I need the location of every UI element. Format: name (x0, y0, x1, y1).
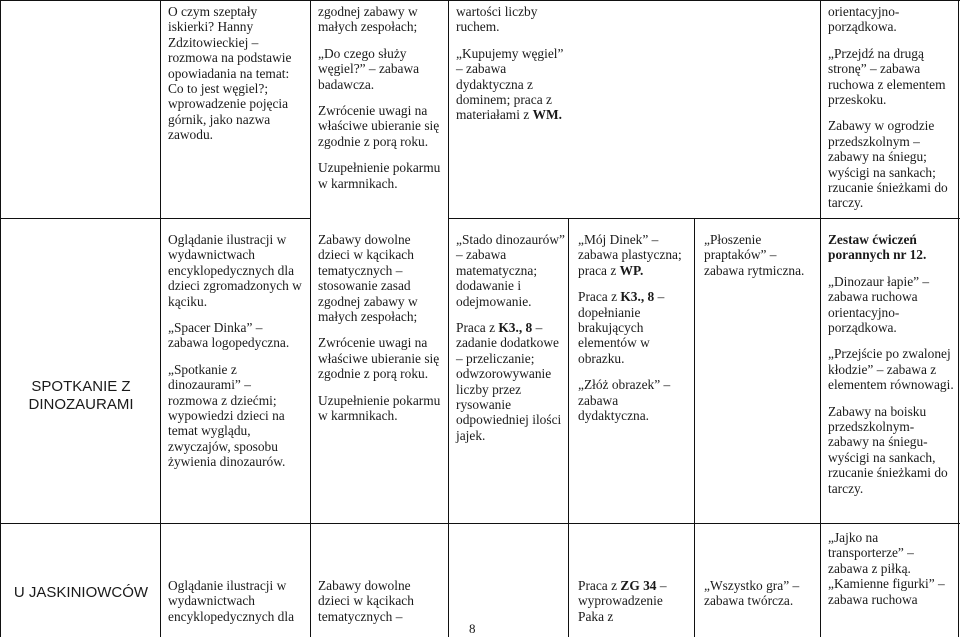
col1-cave-cell (168, 578, 304, 624)
col2-cave-p1: Zabawy dowolne dzieci w kącikach tematycznych – (318, 578, 414, 624)
col3-dino-p2-a: Praca z (456, 320, 496, 336)
col6-dino-p1: Zestaw ćwiczeń porannych nr 12. (828, 232, 927, 263)
col6-top-p2: „Przejdź na drugą stronę” – zabawa ruchowa z elementem przeskoku. (828, 45, 946, 108)
col3-top-p2 (456, 46, 564, 123)
col1-dino-p1: Oglądanie ilustracji w wydawnictwach encyklopedycznych dla dzieci zgromadzonych w kąciku. (168, 232, 302, 309)
col-divider-1 (160, 0, 161, 637)
col1-cave-p1: Oglądanie ilustracji w wydawnictwach encyklopedycznych dla (168, 578, 295, 624)
col3-dino-p2-k3: K3., 8 (498, 320, 533, 336)
col4-cave-p1-a: Praca z (578, 578, 618, 593)
page-number: 8 (469, 621, 476, 636)
col1-dino-cell (168, 232, 304, 470)
table-top-border (0, 0, 960, 1)
col5-dino-p1: „Płoszenie praptaków” – zabawa rytmiczna. (704, 232, 805, 278)
col6-dino-p3: „Przejście po zwalonej kłodzie” – zabawa z elementem równowagi. (828, 346, 954, 393)
col1-dino-p2: „Spacer Dinka” – zabawa logopedyczna. (168, 320, 290, 351)
table-right-border (958, 0, 959, 637)
col3-dino-cell (456, 232, 568, 443)
col2-top-p2: „Do czego służy węgiel?” – zabawa badawcza. (318, 45, 420, 92)
col2-top-cell (318, 4, 444, 191)
col5-cave-p1: „Wszystko gra” – zabawa twórcza. (704, 578, 800, 609)
col3-top-p2-text: „Kupujemy węgiel” – zabawa dydaktyczna z dominem; praca z materiałami z (456, 45, 564, 123)
col4-cave-p1 (578, 578, 690, 624)
col2-dino-cell (318, 232, 444, 423)
row-divider-lower (0, 523, 960, 524)
col6-dino-p2: „Dinozaur łapie” – zabawa ruchowa orientacyjno-porządkowa. (828, 273, 930, 336)
col4-dino-p1 (578, 232, 690, 278)
col1-top-cell (168, 4, 304, 143)
col5-dino-cell (704, 232, 816, 278)
col-divider-5 (694, 218, 695, 637)
col-divider-3 (448, 0, 449, 637)
col4-dino-p2-k3: K3., 8 (620, 289, 655, 305)
col3-dino-p2 (456, 320, 568, 443)
col-divider-6 (820, 0, 821, 637)
col2-dino-p3: Uzupełnienie pokarmu w karmnikach. (318, 392, 441, 424)
col6-cave-p2: „Kamienne figurki” – zabawa ruchowa (828, 576, 945, 607)
col6-cave-cell (828, 530, 954, 607)
col4-dino-cell (578, 232, 690, 423)
table-left-border (0, 0, 1, 637)
row-divider-upper-mid (448, 218, 960, 219)
col3-dino-p2-b: – zadanie dodatkowe – przeliczanie; odwzorowywanie liczby przez rysowanie odpowiedniej ilości jajek. (456, 320, 562, 443)
col4-dino-p3: „Złóż obrazek” – zabawa dydaktyczna. (578, 377, 671, 424)
col-divider-4 (568, 218, 569, 637)
col2-top-p1: zgodnej zabawy w małych zespołach; (318, 4, 418, 35)
col4-dino-p1-a: „Mój Dinek” – zabawa plastyczna; praca z (578, 232, 682, 278)
col2-dino-p2: Zwrócenie uwagi na właściwe ubieranie się zgodnie z porą roku. (318, 335, 440, 382)
col1-top-text: O czym szeptały iskierki? Hanny Zdzitowieckiej – rozmowa na podstawie opowiadania na temat: Co to jest węgiel?; wprowadzenie pojęcia górnik, jako nazwa zawodu. (168, 4, 292, 143)
col4-dino-p2-a: Praca z (578, 289, 618, 305)
topic-caveman: U JASKINIOWCÓW (13, 584, 149, 601)
col4-dino-p2 (578, 289, 690, 366)
col3-top-p1: wartości liczby ruchem. (456, 4, 538, 35)
col2-dino-p1: Zabawy dowolne dzieci w kącikach tematycznych – stosowanie zasad zgodnej zabawy w małych zespołach; (318, 232, 418, 325)
col5-cave-cell (704, 578, 816, 609)
col4-dino-p2-b: – dopełnianie brakujących elementów w obrazku. (578, 289, 665, 366)
col6-dino-p4: Zabawy na boisku przedszkolnym-zabawy na śniegu-wyścigi na sankach, rzucanie śnieżkami do tarczy. (828, 403, 948, 496)
col2-top-p3: Zwrócenie uwagi na właściwe ubieranie się zgodnie z porą roku. (318, 103, 440, 149)
col4-cave-cell (578, 578, 690, 624)
col6-top-p1: orientacyjno-porządkowa. (828, 4, 900, 35)
col6-top-cell (828, 4, 954, 211)
row-divider-upper (0, 218, 310, 219)
topic-dinosaurs: SPOTKANIE Z DINOZAURAMI (28, 378, 134, 413)
col6-dino-cell (828, 232, 954, 496)
col3-top-wm: WM. (532, 107, 562, 123)
col2-cave-cell (318, 578, 444, 624)
col1-dino-p3: „Spotkanie z dinozaurami” – rozmowa z dziećmi; wypowiedzi dzieci na temat wyglądu, zwyczajów, sposobu żywienia dinozaurów. (168, 361, 286, 470)
col2-top-p4: Uzupełnienie pokarmu w karmnikach. (318, 160, 441, 191)
col4-cave-p1-b: – wyprowadzenie Paka z (578, 578, 667, 624)
col4-cave-zg: ZG 34 (620, 578, 657, 593)
col3-dino-p1: „Stado dinozaurów” – zabawa matematyczna; dodawanie i odejmowanie. (456, 232, 565, 309)
col3-top-cell (456, 4, 564, 123)
col6-cave-p1: „Jajko na transporterze” – zabawa z piłką. (828, 530, 914, 576)
col-divider-2 (310, 0, 311, 637)
col4-dino-p1-wp: WP. (619, 262, 644, 278)
col6-top-p3: Zabawy w ogrodzie przedszkolnym – zabawy na śniegu; wyścigi na sankach; rzucanie śnieżkami do tarczy. (828, 118, 948, 211)
